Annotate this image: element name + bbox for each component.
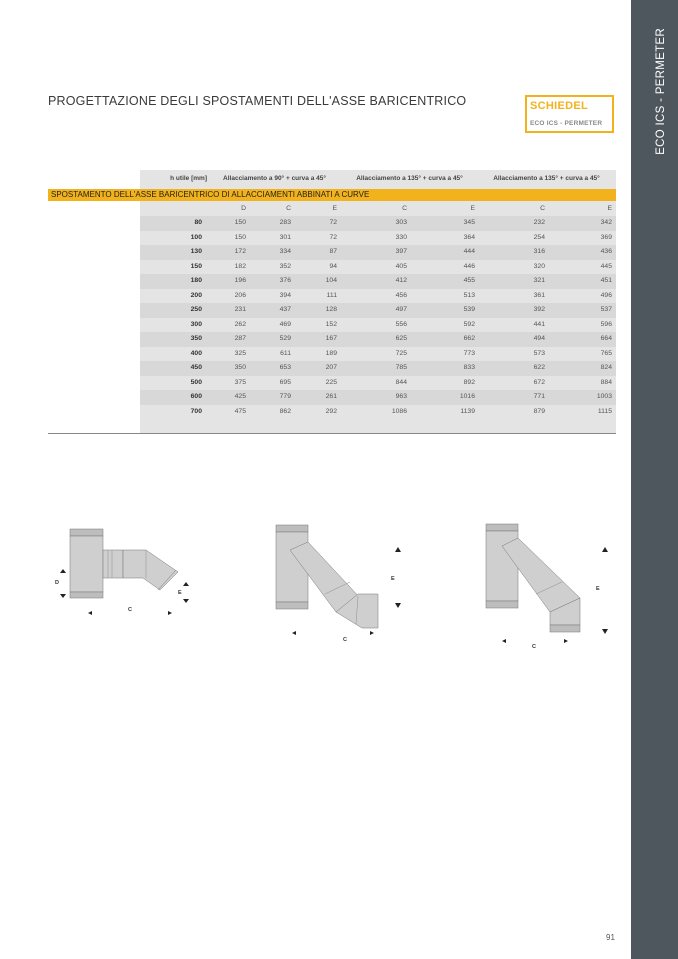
table-cell: 72 bbox=[329, 219, 337, 226]
table-cell: 262 bbox=[234, 320, 246, 328]
row-height-cell: 100 bbox=[190, 233, 202, 241]
subheader-row bbox=[140, 202, 616, 217]
table-row bbox=[140, 303, 616, 318]
table-cell: 824 bbox=[600, 364, 612, 371]
table-cell: 182 bbox=[234, 262, 246, 270]
table-row bbox=[140, 318, 616, 333]
table-cell: 1016 bbox=[459, 393, 475, 400]
subheader-cell: C bbox=[402, 205, 407, 212]
table-cell: 664 bbox=[600, 335, 612, 342]
table-cell: 261 bbox=[325, 393, 337, 400]
table-cell: 232 bbox=[533, 219, 545, 226]
table-cell: 695 bbox=[279, 378, 291, 386]
sidebar-label: ECO ICS - PERMETER bbox=[654, 28, 667, 155]
row-height-cell: 150 bbox=[190, 262, 202, 270]
table-cell: 369 bbox=[600, 233, 612, 241]
table-row bbox=[140, 332, 616, 347]
table-cell: 496 bbox=[600, 291, 612, 299]
table-row bbox=[140, 245, 616, 260]
table-cell: 437 bbox=[279, 306, 291, 313]
table-cell: 537 bbox=[600, 306, 612, 313]
table-bottom-rule bbox=[48, 433, 616, 434]
table-cell: 862 bbox=[279, 407, 291, 415]
row-height-cell: 300 bbox=[190, 320, 202, 328]
diagram-3-label-c: C bbox=[532, 644, 536, 650]
table-cell: 167 bbox=[325, 335, 337, 342]
table-cell: 321 bbox=[533, 277, 545, 284]
row-height-cell: 130 bbox=[190, 248, 202, 255]
table-cell: 625 bbox=[395, 335, 407, 342]
table-cell: 150 bbox=[234, 233, 246, 241]
table-cell: 316 bbox=[533, 248, 545, 255]
table-cell: 87 bbox=[329, 248, 337, 255]
diagram-90-plus-45 bbox=[48, 520, 198, 620]
table-cell: 152 bbox=[325, 320, 337, 328]
table-cell: 394 bbox=[279, 291, 291, 299]
table-cell: 539 bbox=[463, 306, 475, 313]
table-cell: 444 bbox=[463, 248, 475, 255]
table-row bbox=[140, 390, 616, 405]
section-title: SPOSTAMENTO DELL'ASSE BARICENTRICO DI ALLACCIAMENTI ABBINATI A CURVE bbox=[51, 190, 370, 199]
row-height-cell: 700 bbox=[190, 407, 202, 415]
page-number: 91 bbox=[606, 933, 615, 942]
table-cell: 350 bbox=[234, 364, 246, 371]
table-cell: 225 bbox=[325, 378, 337, 386]
table-cell: 1115 bbox=[597, 407, 612, 415]
table-cell: 405 bbox=[395, 262, 407, 270]
subheader-cell: C bbox=[540, 205, 545, 212]
table-cell: 172 bbox=[234, 248, 246, 255]
subheader-cell: C bbox=[286, 205, 291, 212]
table-cell: 150 bbox=[234, 219, 246, 226]
table-cell: 497 bbox=[395, 306, 407, 313]
table-cell: 451 bbox=[600, 277, 612, 284]
subheader-cell: E bbox=[332, 205, 337, 212]
table-cell: 1139 bbox=[460, 407, 475, 415]
table-cell: 963 bbox=[395, 393, 407, 400]
table-cell: 376 bbox=[279, 277, 291, 284]
table-cell: 445 bbox=[600, 262, 612, 270]
header-h: h utile [mm] bbox=[170, 175, 207, 182]
table-cell: 1086 bbox=[391, 407, 407, 415]
row-height-cell: 200 bbox=[190, 291, 202, 299]
section-bar bbox=[48, 189, 616, 201]
table-cell: 779 bbox=[279, 393, 291, 400]
table-cell: 529 bbox=[279, 335, 291, 342]
table-cell: 653 bbox=[279, 364, 291, 371]
table-cell: 556 bbox=[395, 320, 407, 328]
table-cell: 573 bbox=[533, 349, 545, 357]
table-row bbox=[140, 274, 616, 289]
table-cell: 104 bbox=[325, 277, 337, 284]
table-cell: 303 bbox=[395, 219, 407, 226]
row-height-cell: 250 bbox=[190, 306, 202, 313]
table-cell: 879 bbox=[533, 407, 545, 415]
table-cell: 320 bbox=[533, 262, 545, 270]
table-cell: 773 bbox=[463, 349, 475, 357]
page-title: PROGETTAZIONE DEGLI SPOSTAMENTI DELL'ASSE BARICENTRICO bbox=[48, 94, 467, 108]
diagram-1-label-e: E bbox=[178, 590, 182, 596]
table-cell: 342 bbox=[600, 219, 612, 226]
table-row bbox=[140, 376, 616, 391]
table-cell: 494 bbox=[533, 335, 545, 342]
table-cell: 771 bbox=[533, 393, 545, 400]
row-height-cell: 80 bbox=[194, 219, 202, 226]
diagram-1-label-d: D bbox=[55, 580, 59, 586]
table-cell: 375 bbox=[234, 378, 246, 386]
table-cell: 446 bbox=[463, 262, 475, 270]
table-cell: 128 bbox=[325, 306, 337, 313]
table-cell: 287 bbox=[234, 335, 246, 342]
diagram-135-plus-45-b bbox=[480, 520, 620, 655]
table-cell: 1003 bbox=[596, 393, 612, 400]
table-cell: 441 bbox=[533, 320, 545, 328]
table-cell: 412 bbox=[395, 277, 407, 284]
row-height-cell: 400 bbox=[190, 349, 202, 357]
table-cell: 189 bbox=[325, 349, 337, 357]
table-cell: 596 bbox=[600, 320, 612, 328]
table-row bbox=[140, 289, 616, 304]
row-height-cell: 500 bbox=[190, 378, 202, 386]
table-cell: 364 bbox=[463, 233, 475, 241]
subheader-cell: D bbox=[241, 205, 246, 212]
diagram-2-label-c: C bbox=[343, 637, 347, 643]
header-group-1: Allacciamento a 90° + curva a 45° bbox=[223, 175, 326, 182]
table-cell: 345 bbox=[463, 219, 475, 226]
table-cell: 330 bbox=[395, 233, 407, 241]
table-cell: 325 bbox=[234, 349, 246, 357]
table-cell: 94 bbox=[329, 262, 337, 270]
table-cell: 254 bbox=[533, 233, 545, 241]
table-cell: 765 bbox=[600, 349, 612, 357]
table-cell: 611 bbox=[280, 349, 291, 357]
table-row bbox=[140, 361, 616, 376]
table-cell: 592 bbox=[463, 320, 475, 328]
table-cell: 361 bbox=[533, 291, 545, 299]
table-cell: 111 bbox=[326, 291, 337, 299]
diagram-2-label-e: E bbox=[391, 576, 395, 582]
table-row bbox=[140, 216, 616, 231]
table-cell: 283 bbox=[279, 219, 291, 226]
row-height-cell: 600 bbox=[190, 393, 202, 400]
table-cell: 392 bbox=[533, 306, 545, 313]
row-height-cell: 350 bbox=[190, 335, 202, 342]
table-cell: 785 bbox=[395, 364, 407, 371]
table-row bbox=[140, 405, 616, 420]
logo bbox=[525, 95, 614, 133]
table-cell: 833 bbox=[463, 364, 475, 371]
subheader-cell: E bbox=[607, 205, 612, 212]
table-cell: 844 bbox=[395, 378, 407, 386]
table-cell: 622 bbox=[533, 364, 545, 371]
table-cell: 513 bbox=[463, 291, 475, 299]
sidebar bbox=[631, 0, 678, 959]
header-group-2: Allacciamento a 135° + curva a 45° bbox=[356, 175, 463, 182]
logo-product: ECO ICS - PERMETER bbox=[530, 120, 603, 127]
diagram-1-label-c: C bbox=[128, 607, 132, 613]
table-cell: 334 bbox=[279, 248, 291, 255]
header-group-3: Allacciamento a 135° + curva a 45° bbox=[493, 175, 600, 182]
table-cell: 725 bbox=[395, 349, 407, 357]
table-cell: 352 bbox=[279, 262, 291, 270]
diagram-135-plus-45-a bbox=[270, 520, 410, 650]
table-cell: 469 bbox=[279, 320, 291, 328]
subheader-cell: E bbox=[470, 205, 475, 212]
logo-brand: SCHIEDEL bbox=[530, 100, 589, 112]
table-row bbox=[140, 231, 616, 246]
table-cell: 397 bbox=[395, 248, 407, 255]
table-cell: 207 bbox=[325, 364, 337, 371]
table-cell: 662 bbox=[463, 335, 475, 342]
table-cell: 301 bbox=[279, 233, 291, 241]
table-cell: 72 bbox=[329, 233, 337, 241]
table-row bbox=[140, 260, 616, 275]
row-height-cell: 180 bbox=[190, 277, 202, 284]
table-cell: 475 bbox=[234, 407, 246, 415]
table-cell: 884 bbox=[600, 378, 612, 386]
row-height-cell: 450 bbox=[190, 364, 202, 371]
table-cell: 206 bbox=[234, 291, 246, 299]
diagram-3-label-e: E bbox=[596, 586, 600, 592]
table-cell: 292 bbox=[325, 407, 337, 415]
table-cell: 455 bbox=[463, 277, 475, 284]
table-cell: 436 bbox=[600, 248, 612, 255]
table-cell: 892 bbox=[463, 378, 475, 386]
table-cell: 425 bbox=[234, 393, 246, 400]
table-cell: 196 bbox=[234, 277, 246, 284]
table-row bbox=[140, 347, 616, 362]
table-cell: 672 bbox=[533, 378, 545, 386]
table-cell: 231 bbox=[234, 306, 246, 313]
table-cell: 456 bbox=[395, 291, 407, 299]
